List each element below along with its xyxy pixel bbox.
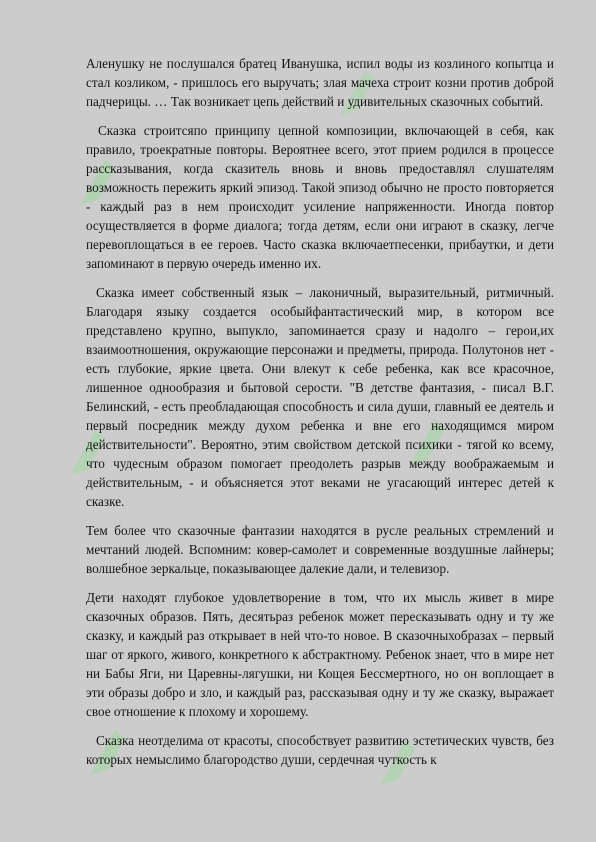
paragraph-1: Аленушку не послушался братец Иванушка, испил воды из козлиного копытца и стал козликом, - пришлось его выручать; злая мачеха строит козни против доброй падчерицы. … Так возникает цепь действий и удивительных сказочных событий. bbox=[86, 56, 554, 109]
document-body bbox=[86, 54, 554, 779]
paragraph-6: Сказка неотделима от красоты, способствует развитию эстетических чувств, без которых немыслимо благородство души, сердечная чуткость к bbox=[86, 733, 554, 767]
paragraph-4: Тем более что сказочные фантазии находятся в русле реальных стремлений и мечтаний людей. Вспомним: ковер-самолет и современные воздушные лайнеры; волшебное зеркальце, показывающее далекие дали, и телевизор. bbox=[86, 523, 554, 576]
paragraph-3: Сказка имеет собственный язык – лаконичный, выразительный, ритмичный. Благодаря языку создается особыйфантастический мир, в котором все представлено крупно, выпукло, запоминается сразу и надолго – герои,их взаимоотношения, окружающие персонажи и предметы, природа. Полутонов нет - есть глубокие, яркие цвета. Они влекут к себе ребенка, как все красочное, лишенное однообразия и бытовой серости. "В детстве фантазия, - писал В.Г. Белинский, - есть преобладающая способность и сила души, главный ее деятель и первый посредник между духом ребенка и вне его находящимся миром действительности". Вероятно, этим свойством детской психики - тягой ко всему, что чудесным образом помогает преодолеть разрыв между воображаемым и действительным, - и объясняется этот веками не угасающий интерес детей к сказке. bbox=[86, 285, 554, 509]
paragraph-5: Дети находят глубокое удовлетворение в том, что их мысль живет в мире сказочных образов. Пять, десятьраз ребенок может пересказывать одну и ту же сказку, и каждый раз открывает в ней что-то новое. В сказочныхобразах – первый шаг от яркого, живого, конкретного к абстрактному. Ребенок знает, что в мире нет ни Бабы Яги, ни Царевны-лягушки, ни Кощея Бессмертного, но он воплощает в эти образы добро и зло, и каждый раз, рассказывая одну и ту же сказку, выражает свое отношение к плохому и хорошему. bbox=[86, 590, 554, 719]
paragraph-2: Сказка строитсяпо принципу цепной композиции, включающей в себя, как правило, троекратные повторы. Вероятнее всего, этот прием родился в процессе рассказывания, когда сказитель вновь и вновь предоставлял слушателям возможность пережить яркий эпизод. Такой эпизод обычно не просто повторяется - каждый раз в нем происходит усиление напряженности. Иногда повтор осуществляется в форме диалога; тогда детям, если они играют в сказку, легче перевоплощаться в ее героев. Часто сказка включаетпесенки, прибаутки, и дети запоминают в первую очередь именно их. bbox=[86, 123, 554, 271]
